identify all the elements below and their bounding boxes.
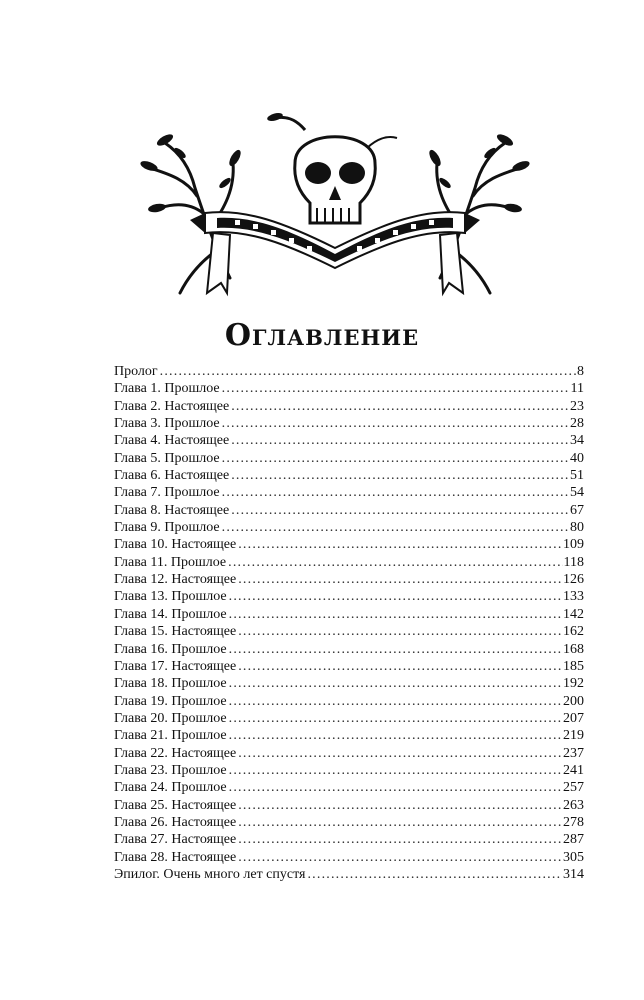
toc-entry-page-number: 200 [563, 693, 584, 709]
toc-entry-title: Глава 14. Прошлое [114, 606, 227, 622]
toc-entry[interactable] [114, 762, 584, 779]
toc-entry-page-number: 287 [563, 832, 584, 848]
toc-entry-title: Глава 25. Настоящее [114, 797, 237, 813]
toc-entry[interactable] [114, 866, 584, 883]
toc-entry-title: Глава 23. Прошлое [114, 762, 227, 778]
toc-entry-title: Глава 22. Настоящее [114, 745, 237, 761]
toc-entry[interactable] [114, 658, 584, 675]
dot-leader [238, 658, 562, 675]
toc-entry[interactable] [114, 675, 584, 692]
toc-entry-page-number: 54 [570, 485, 584, 501]
dot-leader [231, 502, 569, 519]
dot-leader [238, 797, 562, 814]
toc-entry[interactable] [114, 398, 584, 415]
toc-entry-page-number: 305 [563, 849, 584, 865]
dot-leader [238, 831, 562, 848]
toc-entry-page-number: 168 [563, 641, 584, 657]
dot-leader [229, 588, 562, 605]
toc-entry-page-number: 185 [563, 658, 584, 674]
toc-entry[interactable] [114, 380, 584, 397]
dot-leader [307, 866, 562, 883]
dot-leader [229, 762, 562, 779]
toc-entry[interactable] [114, 502, 584, 519]
toc-entry-title: Глава 1. Прошлое [114, 381, 220, 397]
toc-entry-title: Глава 13. Прошлое [114, 589, 227, 605]
toc-entry[interactable] [114, 779, 584, 796]
toc-entry-page-number: 51 [570, 468, 584, 484]
toc-entry-title: Глава 19. Прошлое [114, 693, 227, 709]
toc-entry-page-number: 142 [563, 606, 584, 622]
dot-leader [229, 606, 562, 623]
toc-entry-page-number: 11 [570, 381, 584, 397]
toc-entry-page-number: 109 [563, 537, 584, 553]
toc-entry-page-number: 133 [563, 589, 584, 605]
toc-entry[interactable] [114, 641, 584, 658]
toc-entry[interactable] [114, 432, 584, 449]
toc-entry-title: Глава 12. Настоящее [114, 572, 237, 588]
toc-entry-title: Глава 2. Настоящее [114, 398, 230, 414]
toc-entry[interactable] [114, 849, 584, 866]
dot-leader [229, 641, 562, 658]
toc-entry-page-number: 207 [563, 710, 584, 726]
dot-leader [229, 779, 562, 796]
dot-leader [238, 571, 562, 588]
toc-entry-title: Глава 27. Настоящее [114, 832, 237, 848]
toc-entry-page-number: 118 [563, 554, 584, 570]
toc-entry[interactable] [114, 745, 584, 762]
dot-leader [229, 675, 562, 692]
dot-leader [160, 363, 576, 380]
toc-entry-title: Глава 8. Настоящее [114, 502, 230, 518]
toc-entry-title: Глава 20. Прошлое [114, 710, 227, 726]
dot-leader [229, 727, 562, 744]
toc-entry[interactable] [114, 606, 584, 623]
page-title: Оглавление [224, 318, 420, 353]
toc-entry-page-number: 241 [563, 762, 584, 778]
toc-entry-title: Глава 26. Настоящее [114, 814, 237, 830]
dot-leader [238, 745, 562, 762]
toc-entry[interactable] [114, 693, 584, 710]
toc-entry[interactable] [114, 467, 584, 484]
toc-entry[interactable] [114, 623, 584, 640]
toc-entry-page-number: 34 [570, 433, 584, 449]
toc-entry-title: Глава 11. Прошлое [114, 554, 227, 570]
toc-entry[interactable] [114, 519, 584, 536]
toc-entry-title: Пролог [114, 364, 158, 379]
toc-entry-page-number: 23 [570, 398, 584, 414]
toc-entry[interactable] [114, 363, 584, 380]
dot-leader [222, 380, 570, 397]
toc-entry[interactable] [114, 415, 584, 432]
toc-entry-title: Глава 17. Настоящее [114, 658, 237, 674]
toc-entry[interactable] [114, 450, 584, 467]
dot-leader [238, 814, 562, 831]
toc-entry-page-number: 8 [577, 364, 584, 379]
dot-leader [231, 432, 569, 449]
toc-entry[interactable] [114, 571, 584, 588]
skull [266, 112, 397, 223]
toc-entry[interactable] [114, 727, 584, 744]
toc-entry[interactable] [114, 484, 584, 501]
dot-leader [222, 484, 569, 501]
toc-entry-title: Глава 6. Настоящее [114, 468, 230, 484]
toc-entry-page-number: 162 [563, 624, 584, 640]
toc-entry-page-number: 314 [563, 866, 584, 882]
dot-leader [229, 710, 562, 727]
toc-entry-title: Глава 16. Прошлое [114, 641, 227, 657]
toc-entry[interactable] [114, 554, 584, 571]
table-of-contents [114, 363, 584, 883]
toc-entry-title: Глава 9. Прошлое [114, 520, 220, 536]
skull-with-branches-and-ribbon-icon [135, 108, 535, 298]
toc-entry-page-number: 257 [563, 780, 584, 796]
toc-entry-title: Глава 5. Прошлое [114, 450, 220, 466]
toc-entry-title: Глава 28. Настоящее [114, 849, 237, 865]
dot-leader [222, 450, 569, 467]
dot-leader [222, 415, 569, 432]
toc-entry-title: Глава 15. Настоящее [114, 624, 237, 640]
toc-entry-page-number: 126 [563, 572, 584, 588]
toc-entry-title: Глава 18. Прошлое [114, 676, 227, 692]
toc-entry[interactable] [114, 588, 584, 605]
toc-entry-page-number: 80 [570, 520, 584, 536]
toc-entry-page-number: 67 [570, 502, 584, 518]
toc-entry-page-number: 28 [570, 416, 584, 432]
dot-leader [238, 536, 562, 553]
toc-entry-title: Глава 4. Настоящее [114, 433, 230, 449]
toc-entry-title: Глава 3. Прошлое [114, 416, 220, 432]
dot-leader [238, 849, 562, 866]
dot-leader [231, 398, 569, 415]
toc-entry-title: Глава 24. Прошлое [114, 780, 227, 796]
toc-entry[interactable] [114, 536, 584, 553]
toc-entry-title: Эпилог. Очень много лет спустя [114, 866, 306, 882]
toc-entry-page-number: 263 [563, 797, 584, 813]
toc-entry[interactable] [114, 814, 584, 831]
toc-entry[interactable] [114, 831, 584, 848]
toc-entry-page-number: 192 [563, 676, 584, 692]
toc-entry-title: Глава 21. Прошлое [114, 728, 227, 744]
dot-leader [228, 554, 562, 571]
dot-leader [231, 467, 569, 484]
toc-entry-page-number: 237 [563, 745, 584, 761]
toc-entry-page-number: 278 [563, 814, 584, 830]
toc-entry[interactable] [114, 710, 584, 727]
toc-entry-title: Глава 7. Прошлое [114, 485, 220, 501]
toc-entry[interactable] [114, 797, 584, 814]
dot-leader [222, 519, 569, 536]
dot-leader [229, 693, 562, 710]
dot-leader [238, 623, 562, 640]
toc-entry-page-number: 219 [563, 728, 584, 744]
toc-entry-title: Глава 10. Настоящее [114, 537, 237, 553]
toc-entry-page-number: 40 [570, 450, 584, 466]
